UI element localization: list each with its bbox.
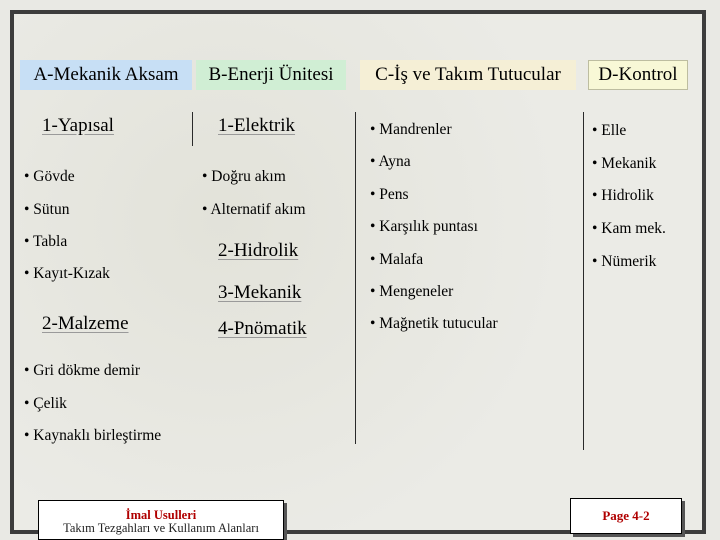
list-item: • Mekanik (592, 155, 657, 172)
list-item: • Gövde (24, 168, 75, 185)
sub-material: 2-Malzeme (42, 313, 129, 334)
page-number: Page 4-2 (602, 508, 650, 523)
divider-bc (355, 112, 356, 444)
list-item: • Doğru akım (202, 168, 286, 185)
list-item: • Tabla (24, 233, 68, 250)
list-item: • Mandrenler (370, 121, 452, 138)
list-item: • Sütun (24, 201, 70, 218)
sub-electric: 1-Elektrik (218, 115, 296, 136)
list-item: • Pens (370, 186, 409, 203)
list-item: • Çelik (24, 395, 67, 412)
list-item: • Kam mek. (592, 220, 666, 237)
list-item: • Kayıt-Kızak (24, 265, 110, 282)
page-number-box (570, 498, 682, 534)
footer-course-box (38, 500, 284, 540)
list-item: • Nümerik (592, 253, 657, 270)
sub-structural: 1-Yapısal (42, 115, 114, 136)
footer-subtitle: Takım Tezgahları ve Kullanım Alanları (63, 521, 259, 535)
divider-cd (583, 112, 584, 450)
header-mechanical: A-Mekanik Aksam (20, 60, 192, 90)
list-item: • Mengeneler (370, 283, 454, 300)
list-item: • Ayna (370, 153, 411, 170)
list-item: • Malafa (370, 251, 424, 268)
list-item: • Kaynaklı birleştirme (24, 427, 162, 444)
divider-ab (192, 112, 193, 146)
list-item: • Gri dökme demir (24, 362, 141, 379)
list-item: • Alternatif akım (202, 201, 306, 218)
header-control: D-Kontrol (588, 60, 688, 90)
list-item: • Elle (592, 122, 627, 139)
footer-title: İmal Usulleri (125, 508, 197, 522)
header-energy: B-Enerji Ünitesi (196, 60, 346, 90)
list-item: • Mağnetik tutucular (370, 315, 498, 332)
list-item: • Karşılık puntası (370, 218, 478, 235)
header-holders: C-İş ve Takım Tutucular (360, 60, 576, 90)
sub-hydraulic: 2-Hidrolik (218, 240, 299, 261)
list-item: • Hidrolik (592, 187, 654, 204)
sub-pneumatic: 4-Pnömatik (218, 318, 307, 339)
sub-mechanical: 3-Mekanik (218, 282, 302, 303)
